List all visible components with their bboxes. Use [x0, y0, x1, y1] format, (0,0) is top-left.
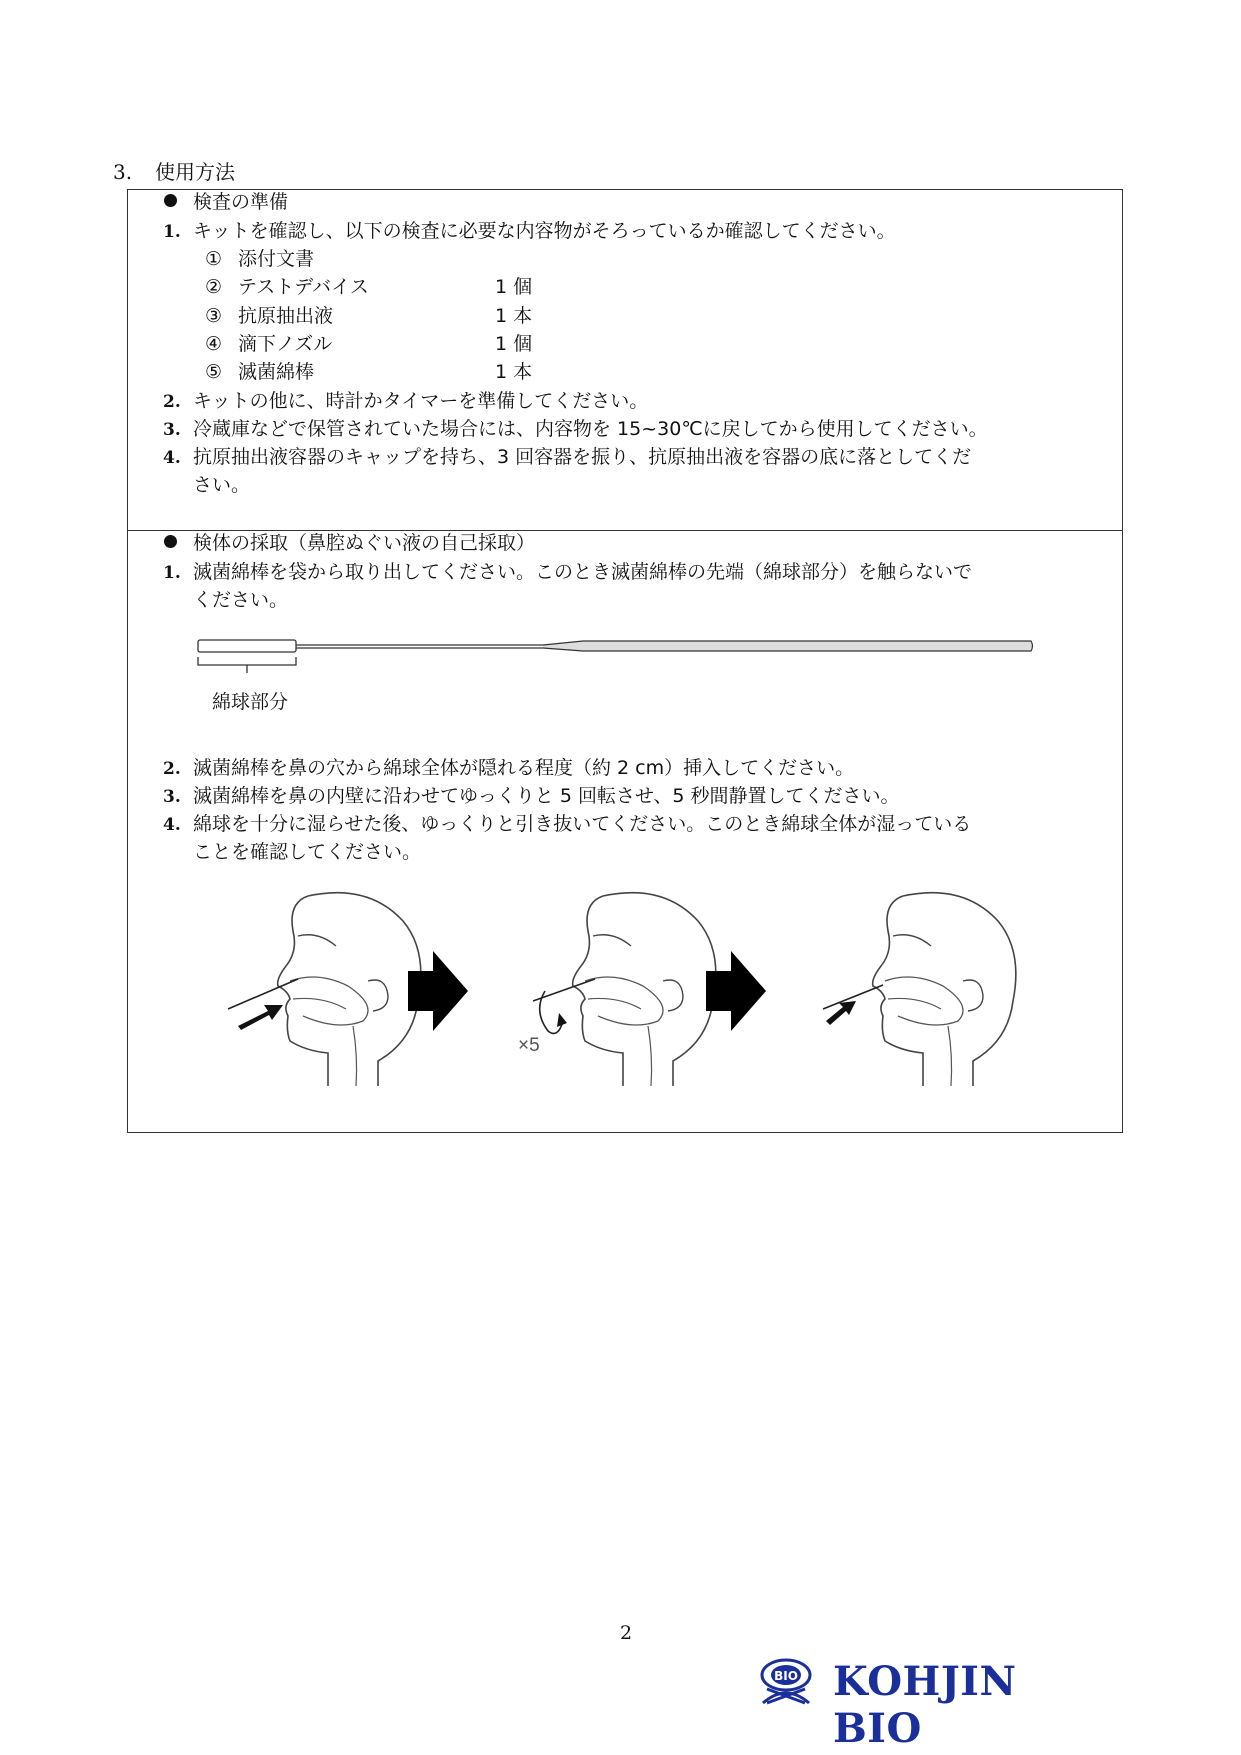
next-step-arrow-icon [408, 951, 468, 1031]
insert-step-figure [228, 893, 421, 1086]
prep-heading: 検査の準備 [164, 190, 288, 214]
content-item: ② テストデバイス 1 個 [205, 276, 533, 298]
prep-step-3: 3. 冷蔵庫などで保管されていた場合には、内容物を 15~30℃に戻してから使用してください。 [163, 418, 988, 440]
page-number: 2 [620, 1622, 633, 1644]
swab-tip-bracket [198, 657, 296, 673]
collect-step-1: 1. 滅菌綿棒を袋から取り出してください。このとき滅菌綿棒の先端（綿球部分）を触らないで [163, 561, 973, 583]
prep-step-4-cont: さい。 [193, 474, 251, 496]
section-title: 使用方法 [155, 160, 235, 184]
content-item: ③ 抗原抽出液 1 本 [205, 305, 533, 327]
withdraw-step-figure [823, 893, 1016, 1086]
swab-procedure-illustration [188, 891, 1088, 1091]
collect-step-1-cont: ください。 [193, 589, 289, 611]
rotate-step-figure [518, 893, 716, 1086]
prep-box [127, 189, 1123, 531]
collect-step-4-cont: ことを確認してください。 [193, 841, 422, 863]
collect-heading: 検体の採取（鼻腔ぬぐい液の自己採取） [164, 531, 535, 555]
rotation-count-label: ×5 [518, 1035, 540, 1056]
collect-step-2: 2. 滅菌綿棒を鼻の穴から綿球全体が隠れる程度（約 2 cm）挿入してください。 [163, 757, 855, 779]
prep-step-1: 1. キットを確認し、以下の検査に必要な内容物がそろっているか確認してください。 [163, 220, 896, 242]
bio-logo-icon [753, 1655, 823, 1707]
content-item: ⑤ 滅菌綿棒 1 本 [205, 361, 533, 383]
prep-step-2: 2. キットの他に、時計かタイマーを準備してください。 [163, 390, 649, 412]
section-heading [113, 156, 235, 185]
bullet-icon [164, 535, 177, 548]
collect-step-3: 3. 滅菌綿棒を鼻の内壁に沿わせてゆっくりと 5 回転させ、5 秒間静置してください。 [163, 785, 900, 807]
swab-tip-label: 綿球部分 [212, 691, 289, 713]
collect-step-4: 4. 綿球を十分に湿らせた後、ゆっくりと引き抜いてください。このとき綿球全体が湿っている [163, 813, 972, 835]
swab-handle [543, 641, 1033, 651]
swab-tip [198, 640, 296, 652]
company-logo [753, 1655, 1103, 1752]
swab-diagram [188, 631, 1068, 691]
content-item: ④ 滴下ノズル 1 個 [205, 333, 533, 355]
svg-text:BIO: BIO [774, 1669, 798, 1683]
content-item: ① 添付文書 [205, 248, 315, 270]
prep-step-4: 4. 抗原抽出液容器のキャップを持ち、3 回容器を振り、抗原抽出液を容器の底に落としてくだ [163, 446, 972, 468]
company-name: KOHJIN BIO [833, 1658, 1017, 1752]
section-number: 3. [113, 160, 133, 184]
bullet-icon [164, 194, 177, 207]
collect-box [127, 530, 1123, 1133]
